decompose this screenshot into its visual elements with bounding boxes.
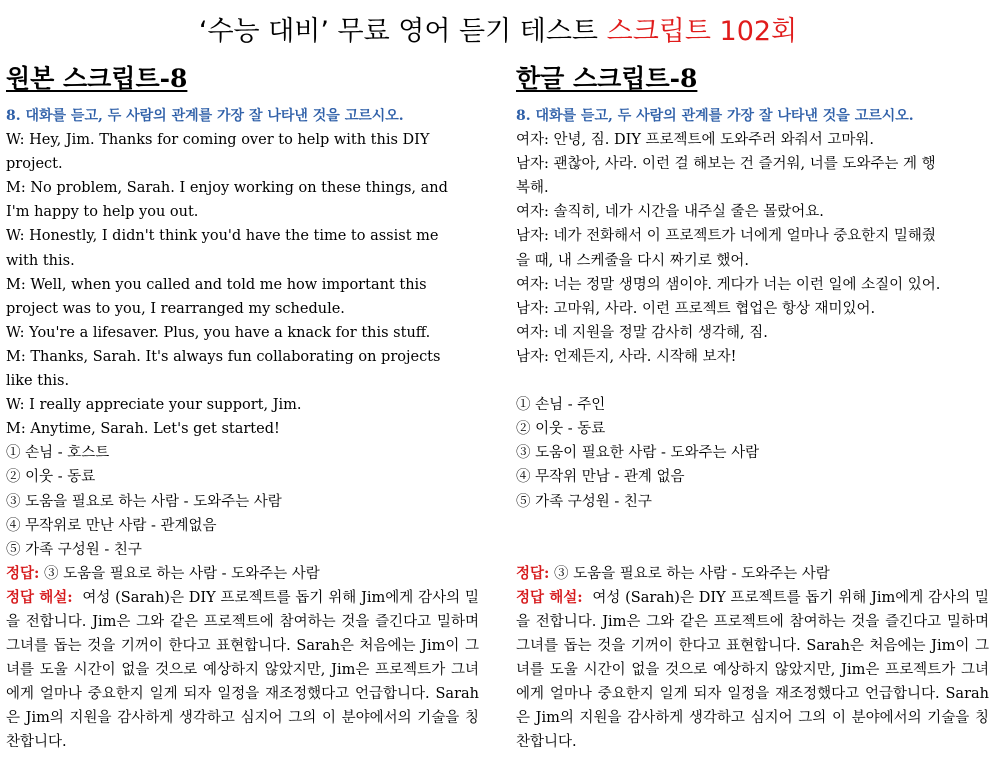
dialogue-line: 여자: 너는 정말 생명의 샘이야. 게다가 너는 이런 일에 소질이 있어. xyxy=(516,276,941,293)
dialogue-line: 복해. xyxy=(516,180,549,197)
answer-option: ③ 도움이 필요한 사람 - 도와주는 사람 xyxy=(516,445,760,462)
question-prompt: 8. 대화를 듣고, 두 사람의 관계를 가장 잘 나타낸 것을 고르시오. xyxy=(6,108,404,124)
answer-explanation xyxy=(516,586,989,755)
dialogue-line: I'm happy to help you out. xyxy=(6,204,199,221)
answer-option: ③ 도움을 필요로 하는 사람 - 도와주는 사람 xyxy=(6,493,282,510)
answer-option: ⑤ 가족 구성원 - 친구 xyxy=(516,493,652,510)
dialogue-line: W: Honestly, I didn't think you'd have the time to assist me xyxy=(6,228,439,245)
dialogue-line: 남자: 네가 전화해서 이 프로젝트가 너에게 얼마나 중요한지 밀해줬 xyxy=(516,228,936,245)
original-script-heading: 원본 스크립트-8 xyxy=(6,64,188,93)
korean-script-heading: 한글 스크립트-8 xyxy=(516,64,698,93)
dialogue-line: project. xyxy=(6,156,63,173)
dialogue-line: 여자: 안녕, 짐. DIY 프로젝트에 도와주러 와줘서 고마워. xyxy=(516,132,875,149)
correct-answer-text: ③ 도움을 필요로 하는 사람 - 도와주는 사람 xyxy=(553,565,830,582)
dialogue-line: with this. xyxy=(6,252,75,269)
dialogue-line: 을 때, 내 스케줄을 다시 짜기로 했어. xyxy=(516,252,749,269)
explanation-text: 여성 (Sarah)은 DIY 프로젝트를 돕기 위해 Jim에게 감사의 밀을 전합니다. Jim은 그와 같은 프로젝트에 참여하는 것을 즐긴다고 밀하며 그녀를 돕는 것을 기꺼이 한다고 표현합니다. Sarah은 처음에는 Jim이 그녀를 도울 시간이 없을 것으로 예상하지 않았지만, Jim은 프로젝트가 그녀에게 얼마나 중요한지 일게 되자 일정을 재조정했다고 언급합니다. Sarah은 Jim의 지원을 감사하게 생각하고 심지어 그의 이 분야에서의 기술을 칭찬합니다. xyxy=(6,589,479,751)
dialogue-line: W: Hey, Jim. Thanks for coming over to help with this DIY xyxy=(6,132,430,149)
answer-option: ② 이웃 - 동료 xyxy=(6,469,96,486)
correct-answer-label: 정답: xyxy=(6,564,40,582)
dialogue-line: 남자: 괜찮아, 사라. 이런 걸 해보는 건 즐거워, 너를 도와주는 게 행 xyxy=(516,156,936,173)
korean-script-column xyxy=(516,62,989,755)
dialogue-line: M: Anytime, Sarah. Let's get started! xyxy=(6,421,280,438)
correct-answer xyxy=(6,562,479,586)
correct-answer-text: ③ 도움을 필요로 하는 사람 - 도와주는 사람 xyxy=(43,565,320,582)
dialogue-line: project was to you, I rearranged my schedule. xyxy=(6,300,345,317)
answer-option: ④ 무작위로 만난 사람 - 관계없음 xyxy=(6,517,217,534)
explanation-label: 정답 해설: xyxy=(516,588,583,606)
explanation-label: 정답 해설: xyxy=(6,588,73,606)
dialogue-line: 여자: 솔직히, 네가 시간을 내주실 줄은 몰랐어요. xyxy=(516,204,824,221)
page-title xyxy=(0,14,996,50)
correct-answer xyxy=(516,562,989,586)
dialogue-line: W: You're a lifesaver. Plus, you have a knack for this stuff. xyxy=(6,324,431,341)
original-script-column xyxy=(6,62,479,755)
dialogue-line: W: I really appreciate your support, Jim. xyxy=(6,397,302,414)
answer-explanation xyxy=(6,586,479,755)
page-title-accent: 스크립트 102회 xyxy=(606,16,798,47)
question-prompt: 8. 대화를 듣고, 두 사람의 관계를 가장 잘 나타낸 것을 고르시오. xyxy=(516,108,914,124)
answer-option: ① 손님 - 호스트 xyxy=(6,445,110,462)
dialogue-line: 남자: 고마워, 사라. 이런 프로젝트 협업은 항상 재미있어. xyxy=(516,300,876,317)
answer-option: ② 이웃 - 동료 xyxy=(516,421,606,438)
dialogue-line: like this. xyxy=(6,373,70,390)
answer-option: ④ 무작위 만남 - 관계 없음 xyxy=(516,469,685,486)
dialogue-line: M: No problem, Sarah. I enjoy working on these things, and xyxy=(6,180,448,197)
answer-option: ① 손님 - 주인 xyxy=(516,397,606,414)
answer-option: ⑤ 가족 구성원 - 친구 xyxy=(6,541,142,558)
dialogue-line: 남자: 언제든지, 사라. 시작해 보자! xyxy=(516,348,737,365)
dialogue-line: M: Thanks, Sarah. It's always fun collaborating on projects xyxy=(6,348,441,365)
dialogue-line: 여자: 네 지원을 정말 감사히 생각해, 짐. xyxy=(516,324,768,341)
correct-answer-label: 정답: xyxy=(516,564,550,582)
explanation-text: 여성 (Sarah)은 DIY 프로젝트를 돕기 위해 Jim에게 감사의 밀을 전합니다. Jim은 그와 같은 프로젝트에 참여하는 것을 즐긴다고 밀하며 그녀를 돕는 것을 기꺼이 한다고 표현합니다. Sarah은 처음에는 Jim이 그녀를 도울 시간이 없을 것으로 예상하지 않았지만, Jim은 프로젝트가 그녀에게 얼마나 중요한지 일게 되자 일정을 재조정했다고 언급합니다. Sarah은 Jim의 지원을 감사하게 생각하고 심지어 그의 이 분야에서의 기술을 칭찬합니다. xyxy=(516,589,989,751)
dialogue-line: M: Well, when you called and told me how important this xyxy=(6,276,427,293)
page-title-main: ‘수능 대비’ 무료 영어 듣기 테스트 xyxy=(198,16,599,47)
